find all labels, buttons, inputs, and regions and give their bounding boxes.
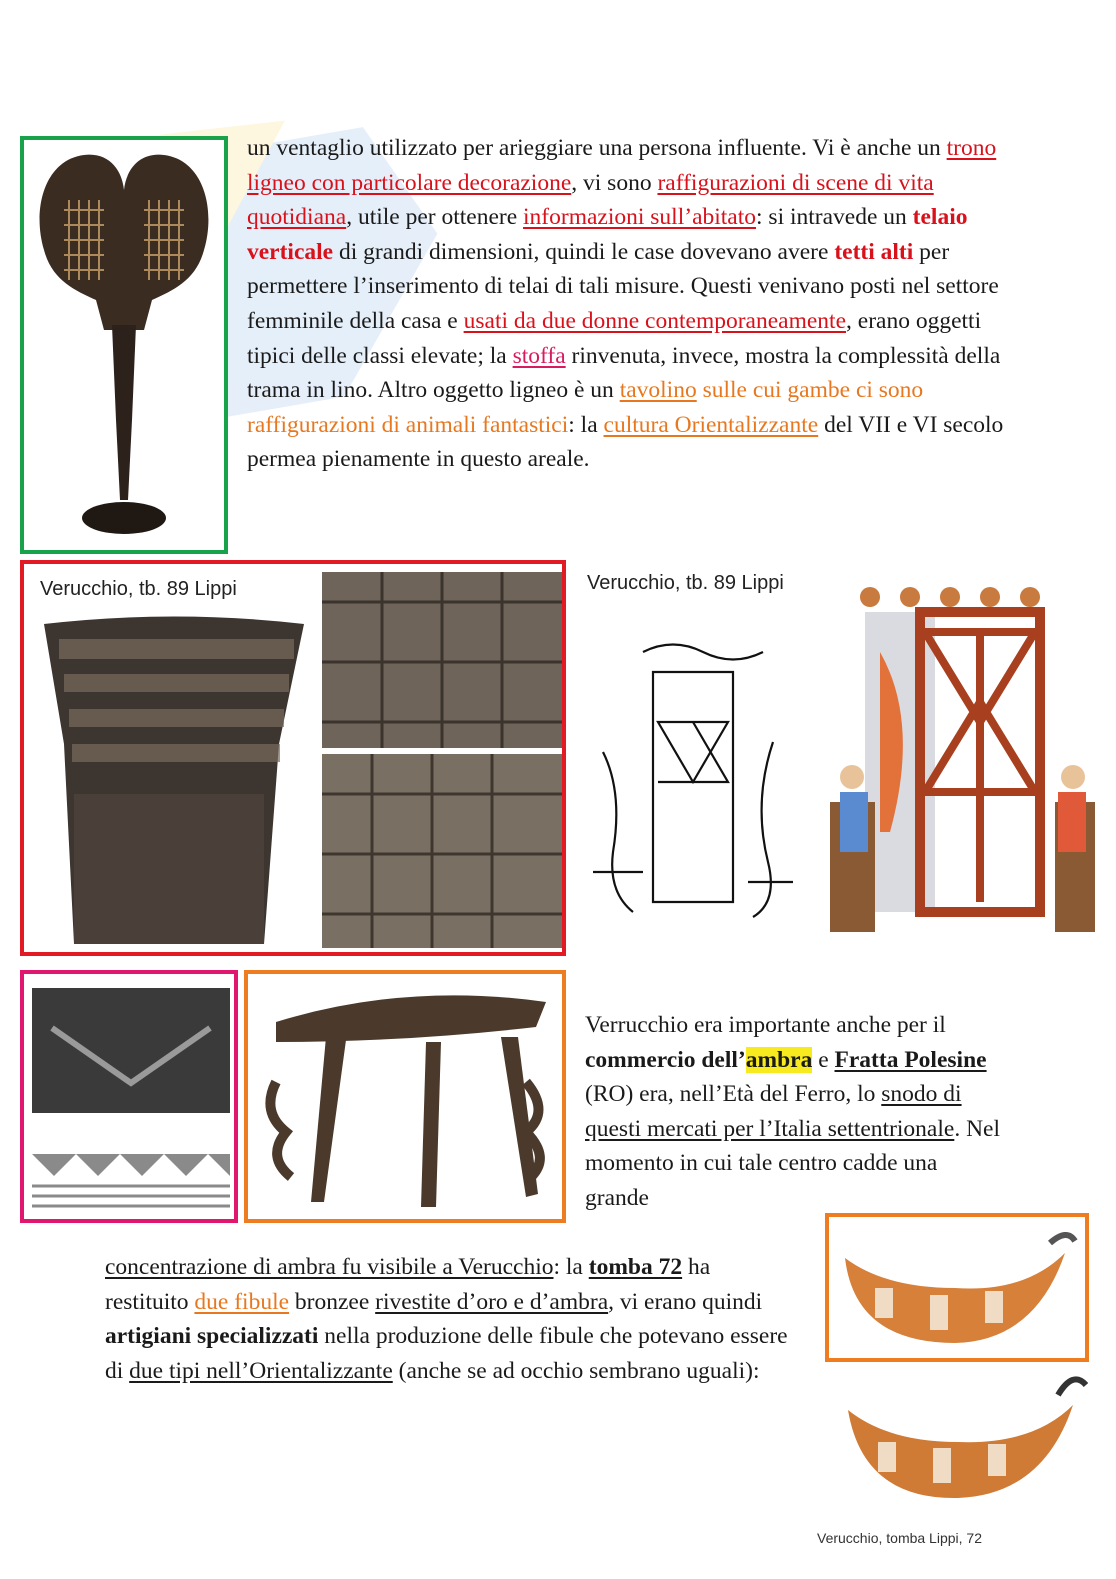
link-due-fibule[interactable]: due fibule [194, 1288, 290, 1315]
fibula-caption: Verucchio, tomba Lippi, 72 [817, 1530, 982, 1546]
throne-detail-bottom [322, 754, 562, 948]
link-orientalizzante[interactable]: cultura Orientalizzante [603, 411, 819, 438]
link-due-tipi[interactable]: due tipi nell’Orientalizzante [129, 1357, 393, 1384]
fan-figure [20, 136, 228, 554]
bold-artigiani: artigiani specializzati [105, 1323, 319, 1350]
bold-fratta[interactable]: Fratta Polesine [834, 1046, 987, 1073]
fan-illustration [24, 140, 224, 550]
link-usati[interactable]: usati da due donne contemporaneamente [463, 307, 847, 334]
bold-commercio: commercio dell’ [585, 1046, 746, 1073]
link-snodo[interactable]: snodo di questi mercati per l’Italia settentrionale [585, 1081, 962, 1142]
paragraph-intro: un ventaglio utilizzato per arieggiare una persona influente. Vi è anche un trono ligneo con particolare decorazione, vi sono raffigurazioni di scene di vita quotidiana, utile per ottenere informazioni sull’abitato: si intravede un telaio verticale di grandi dimensioni, quindi le case dovevano avere tetti alti per permettere l’inserimento di telai di tali misure. Questi venivano posti nel settore femminile della casa e usati da due donne contemporaneamente, erano oggetti tipici delle classi elevate; la stoffa rinvenuta, invece, mostra la complessità della trama in lino. Altro oggetto ligneo è un tavolino sulle cui gambe ci sono raffigurazioni di animali fantastici: la cultura Orientalizzante del VII e VI secolo permea pienamente in questo areale. [247, 135, 1004, 473]
text: un ventaglio utilizzato per arieggiare una persona influente. Vi è anche un [247, 135, 947, 161]
link-tavolino[interactable]: tavolino [619, 377, 697, 404]
throne-detail-top [322, 572, 562, 748]
fibula-illustration-1 [835, 1223, 1083, 1355]
link-abitato[interactable]: informazioni sull’abitato [523, 204, 757, 231]
bold-tetti: tetti alti [834, 238, 914, 265]
fabric-pattern [32, 1154, 230, 1214]
paragraph-ambra: Verrucchio era importante anche per il commercio dell’ambra e Fratta Polesine (RO) era, nell’Età del Ferro, lo snodo di questi mercati per l’Italia settentrionale. Nel momento in cui tale centro cadde una grande [585, 1012, 1000, 1211]
loom-drawing [583, 632, 798, 937]
loom-colored-illustration [830, 572, 1098, 957]
link-stoffa[interactable]: stoffa [512, 342, 566, 369]
table-figure [244, 970, 566, 1223]
link-scene[interactable]: raffigurazioni di scene di vita quotidiana [247, 169, 934, 231]
bold-telaio: telaio verticale [247, 204, 968, 265]
link-rivestite[interactable]: rivestite d’oro e d’ambra [375, 1288, 609, 1315]
fibula-figure-1 [825, 1213, 1089, 1362]
highlight-ambra: ambra [745, 1046, 813, 1073]
paragraph-fibule: concentrazione di ambra fu visibile a Verucchio: la tomba 72 ha restituito due fibule bronzee rivestite d’oro e d’ambra, vi erano quindi artigiani specializzati nella produzione delle fibule che potevano essere di due tipi nell’Orientalizzante (anche se ad occhio sembrano uguali): [105, 1254, 788, 1384]
loom-caption: Verucchio, tb. 89 Lippi [587, 572, 784, 594]
table-illustration [256, 982, 556, 1214]
bold-tomba[interactable]: tomba 72 [588, 1254, 683, 1280]
throne-caption: Verucchio, tb. 89 Lippi [40, 578, 237, 600]
throne-illustration [34, 614, 319, 949]
link-trono[interactable]: trono ligneo con particolare decorazione [247, 135, 997, 196]
fabric-figure [20, 970, 238, 1223]
link-concentrazione[interactable]: concentrazione di ambra fu visibile a Verucchio [105, 1254, 554, 1280]
throne-figure [20, 560, 566, 956]
fabric-photo [32, 988, 230, 1113]
fibula-illustration-2 [838, 1370, 1088, 1510]
